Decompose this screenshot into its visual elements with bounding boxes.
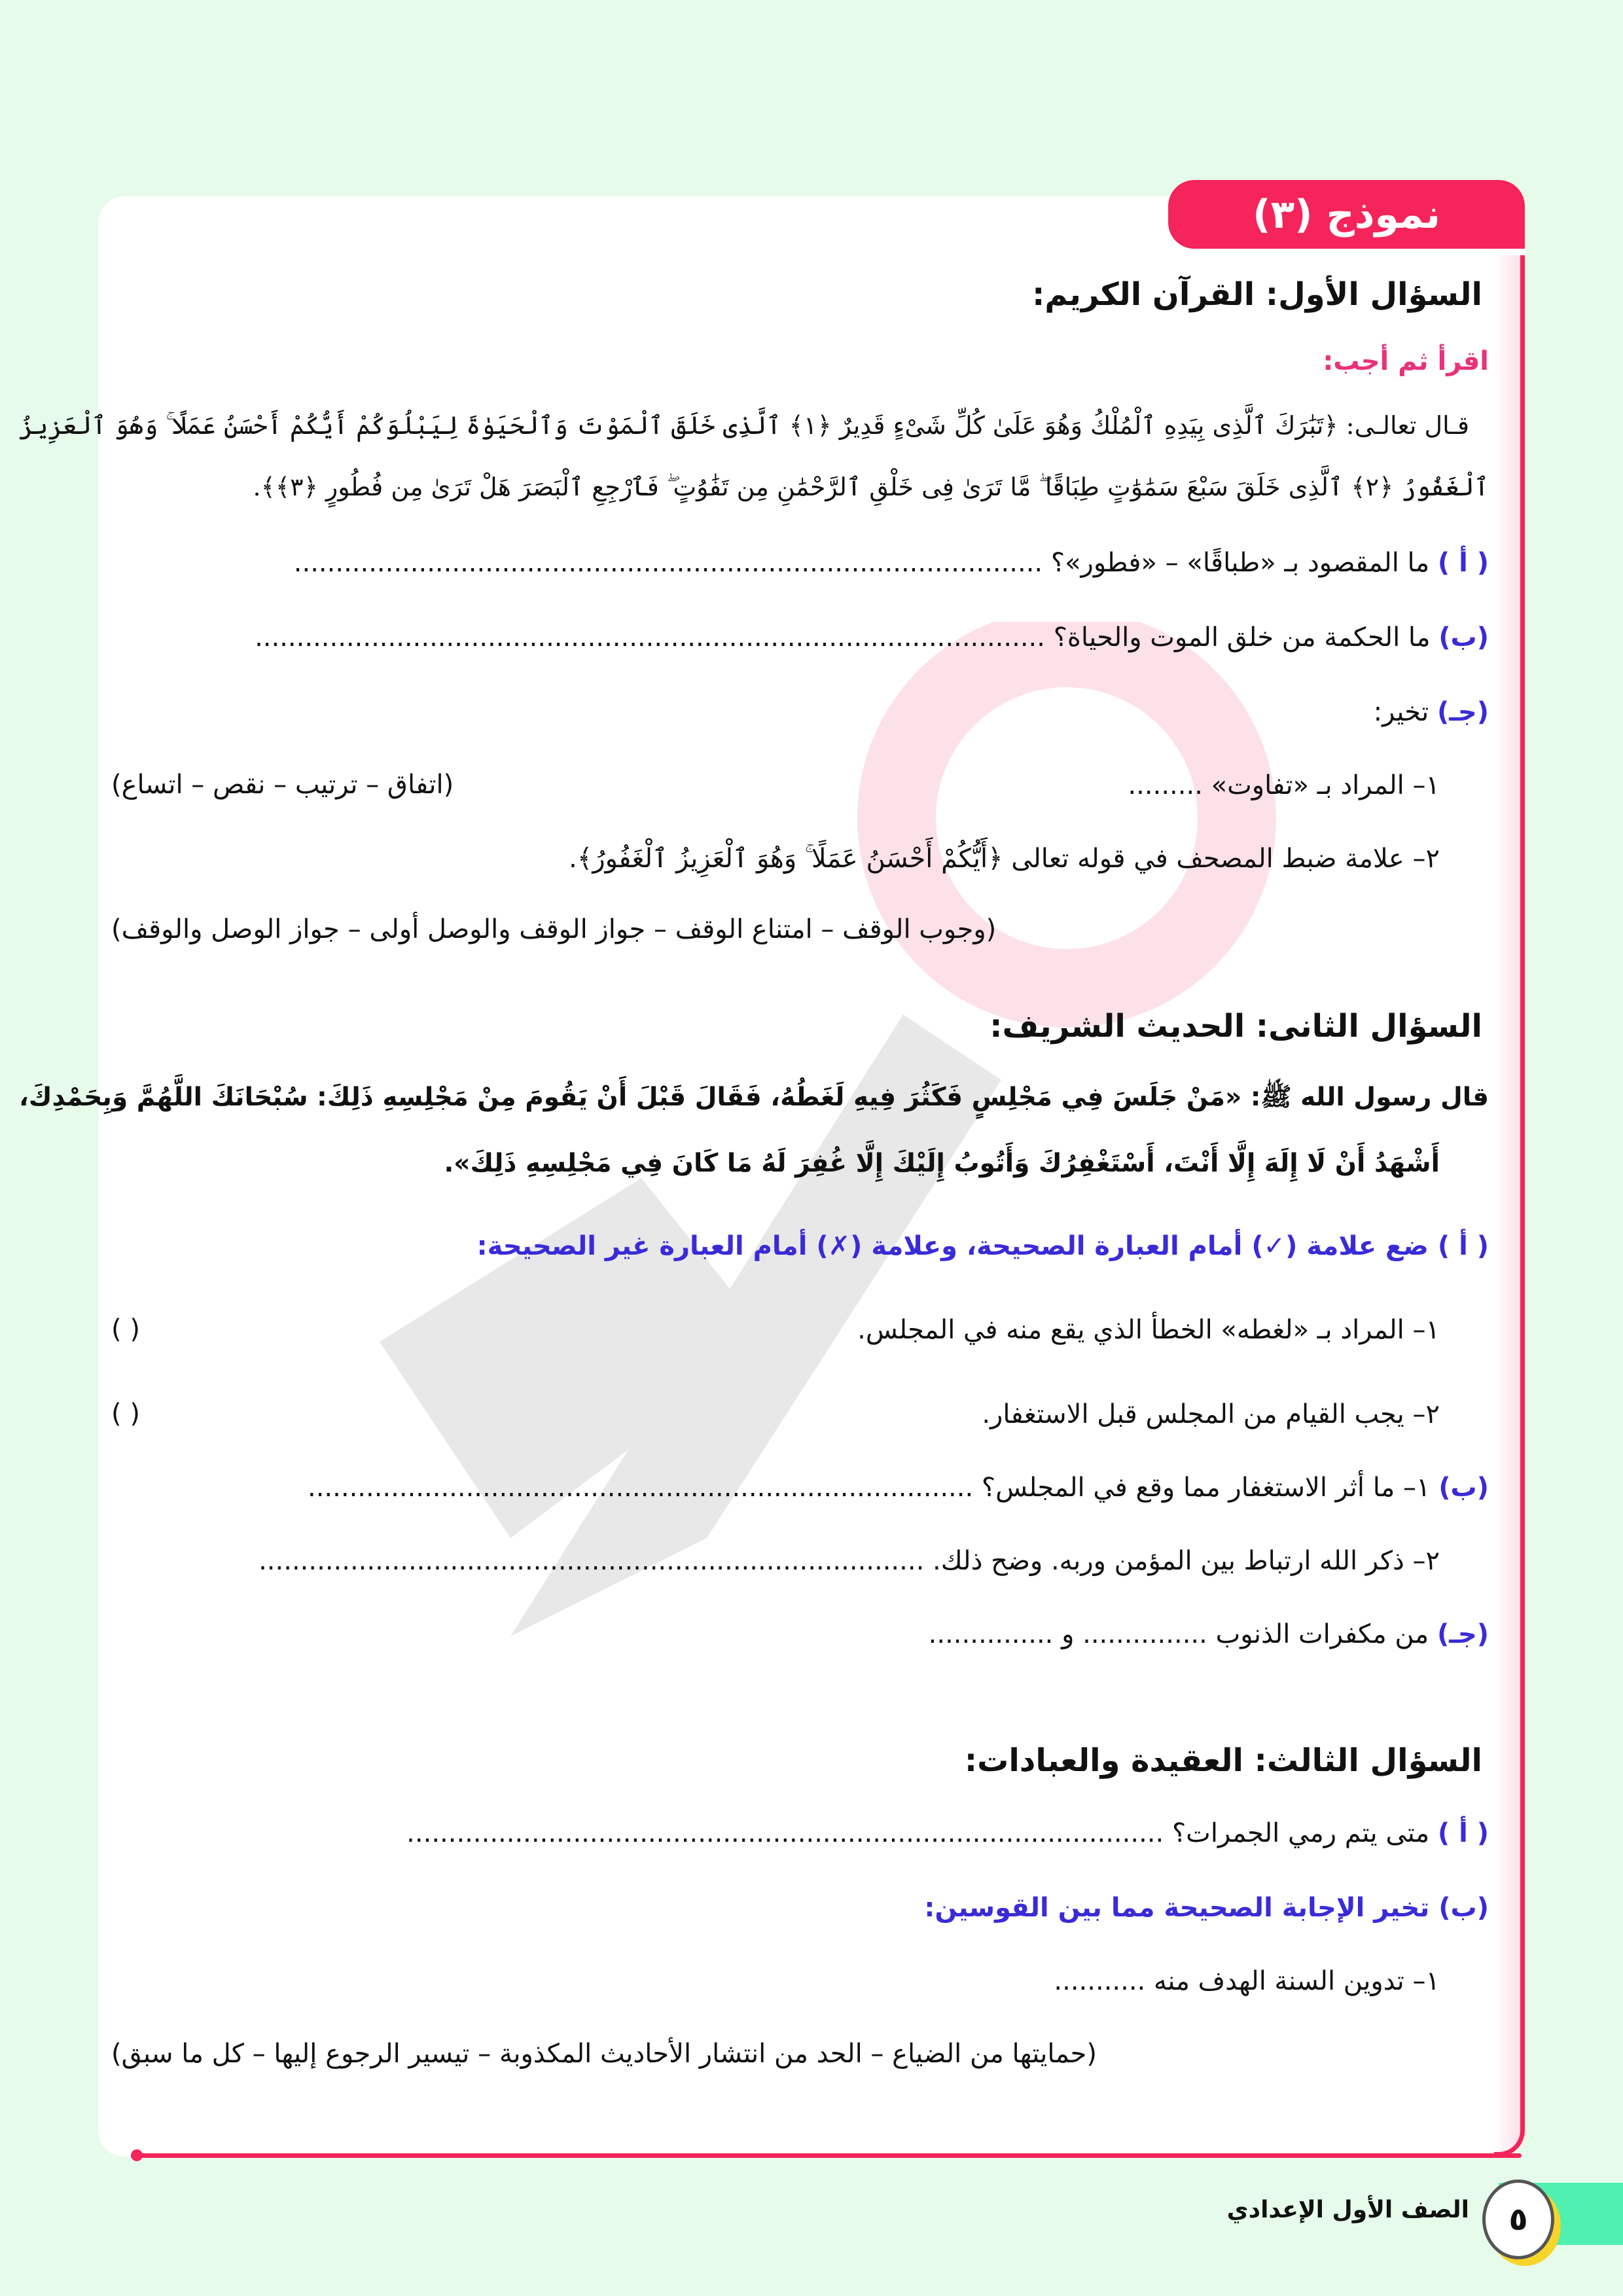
q1-a <box>294 547 1489 579</box>
q3-b1-options: (حمايتها من الضياع – الحد من انتشار الأحاديث المكذوبة – تيسير الرجوع إليها – كل ما سبق) <box>111 2039 1097 2069</box>
answer-line[interactable]: .......................................................................................... <box>293 548 1043 578</box>
page-number: ٥ <box>1508 2201 1528 2238</box>
ayah-line-1: قـال تعالـى: ﴿تَبَٰرَكَ ٱلَّذِى بِيَدِهِ ٱلْمُلْكُ وَهُوَ عَلَىٰ كُلِّ شَىْءٍ قَدِيرٌ ﴿١﴾ ٱلَّذِى خَلَقَ ٱلْمَوْتَ وَٱلْحَيَوٰةَ لِيَبْلُوَكُمْ أَيُّكُمْ أَحْسَنُ عَمَلًا ۚ وَهُوَ ٱلْعَزِيزُ <box>18 411 1469 440</box>
q1-c-label: (جـ) <box>1436 697 1489 727</box>
hadith-line-1: قال رسول الله ﷺ: «مَنْ جَلَسَ فِي مَجْلِسٍ فَكَثُرَ فِيهِ لَغَطُهُ، فَقَالَ قَبْلَ أَنْ يَقُومَ مِنْ مَجْلِسِهِ ذَلِكَ: سُبْحَانَكَ اللَّهُمَّ وَبِحَمْدِكَ، <box>18 1083 1489 1112</box>
q3-b-instruction: (ب) تخير الإجابة الصحيحة مما بين القوسين: <box>924 1893 1489 1923</box>
q3-a <box>406 1818 1489 1849</box>
q2-c-label: (جـ) <box>1436 1619 1489 1649</box>
q3-a-text: متى يتم رمي الجمرات؟ <box>1171 1818 1430 1848</box>
answer-box[interactable]: ( ) <box>111 1314 140 1344</box>
divider-dot <box>131 2149 143 2161</box>
q1-c1-options: (اتفاق – ترتيب – نقص – اتساع) <box>111 770 454 800</box>
q1-c-text: تخير: <box>1373 697 1429 727</box>
q1-c <box>1374 696 1489 728</box>
q2-b1-text: ١– ما أثر الاستغفار مما وقع في المجلس؟ <box>981 1473 1431 1503</box>
model-title-tab <box>1168 180 1525 249</box>
grade-label: الصف الأول الإعدادي <box>1226 2197 1469 2223</box>
answer-box[interactable]: ( ) <box>111 1399 140 1429</box>
q2-b2-text: ٢– ذكر الله ارتباط بين المؤمن وربه. وضح ذلك. <box>933 1546 1440 1576</box>
q2-a-instruction: ( أ ) ضع علامة (✓) أمام العبارة الصحيحة، وعلامة (✗) أمام العبارة غير الصحيحة: <box>476 1231 1489 1261</box>
bottom-divider <box>134 2153 1522 2158</box>
q2-c-text[interactable]: من مكفرات الذنوب ............... و ............... <box>928 1619 1429 1649</box>
hadith-line-2: أَشْهَدُ أَنْ لَا إِلَهَ إِلَّا أَنْتَ، أَسْتَغْفِرُكَ وَأَتُوبُ إِلَيْكَ إِلَّا غُفِرَ لَهُ مَا كَانَ فِي مَجْلِسِهِ ذَلِكَ». <box>444 1149 1440 1178</box>
answer-line[interactable]: ........................................................................................... <box>406 1818 1164 1848</box>
q1-instruction: اقرأ ثم أجب: <box>1323 346 1489 376</box>
q1-b <box>255 622 1489 653</box>
q1-b-text: ما الحكمة من خلق الموت والحياة؟ <box>1053 622 1431 653</box>
answer-line[interactable]: ................................................................................ <box>259 1546 925 1576</box>
page-number-badge <box>1482 2179 1554 2259</box>
q1-a-label: ( أ ) <box>1437 548 1489 578</box>
q1-c1-text: ١– المراد بـ «تفاوت» ......... <box>1128 770 1440 800</box>
q2-title: السؤال الثانى: الحديث الشريف: <box>990 1008 1482 1045</box>
card-border-accent <box>1494 255 1525 2157</box>
q2-c <box>929 1619 1489 1650</box>
ayah-line-2: ٱلْغَفُورُ ﴿٢﴾ ٱلَّذِى خَلَقَ سَبْعَ سَمَٰوَٰتٍ طِبَاقًا ۖ مَّا تَرَىٰ فِى خَلْقِ ٱلرَّحْمَٰنِ مِن تَفَٰوُتٍ ۖ فَٱرْجِعِ ٱلْبَصَرَ هَلْ تَرَىٰ مِن فُطُورٍ ﴿٣﴾﴾. <box>253 473 1489 501</box>
q2-b2 <box>259 1545 1440 1577</box>
q1-b-label: (ب) <box>1438 622 1489 653</box>
model-title: نموذج (٣) <box>1253 191 1440 238</box>
q2-b1 <box>308 1472 1489 1503</box>
answer-line[interactable]: ................................................................................ <box>308 1473 974 1503</box>
q2-a1-text: ١– المراد بـ «لغطه» الخطأ الذي يقع منه في المجلس. <box>857 1315 1440 1345</box>
q2-b-label: (ب) <box>1438 1473 1489 1503</box>
q3-a-label: ( أ ) <box>1437 1818 1489 1848</box>
q3-title: السؤال الثالث: العقيدة والعبادات: <box>964 1742 1482 1779</box>
q1-c2-options: (وجوب الوقف – امتناع الوقف – جواز الوقف والوصل أولى – جواز الوصل والوقف) <box>111 914 997 944</box>
q1-a-text: ما المقصود بـ «طباقًا» – «فطور»؟ <box>1050 548 1430 578</box>
q1-title: السؤال الأول: القرآن الكريم: <box>1032 276 1482 313</box>
q1-c2-text: ٢– علامة ضبط المصحف في قوله تعالى ﴿أَيُّكُمْ أَحْسَنُ عَمَلًا ۚ وَهُوَ ٱلْعَزِيزُ ٱلْغَفُورُ﴾. <box>569 844 1440 874</box>
q2-a2-text: ٢– يجب القيام من المجلس قبل الاستغفار. <box>982 1399 1440 1429</box>
q3-b1-text: ١– تدوين السنة الهدف منه ........... <box>1054 1966 1440 1996</box>
answer-line[interactable]: ............................................................................................... <box>255 622 1045 653</box>
